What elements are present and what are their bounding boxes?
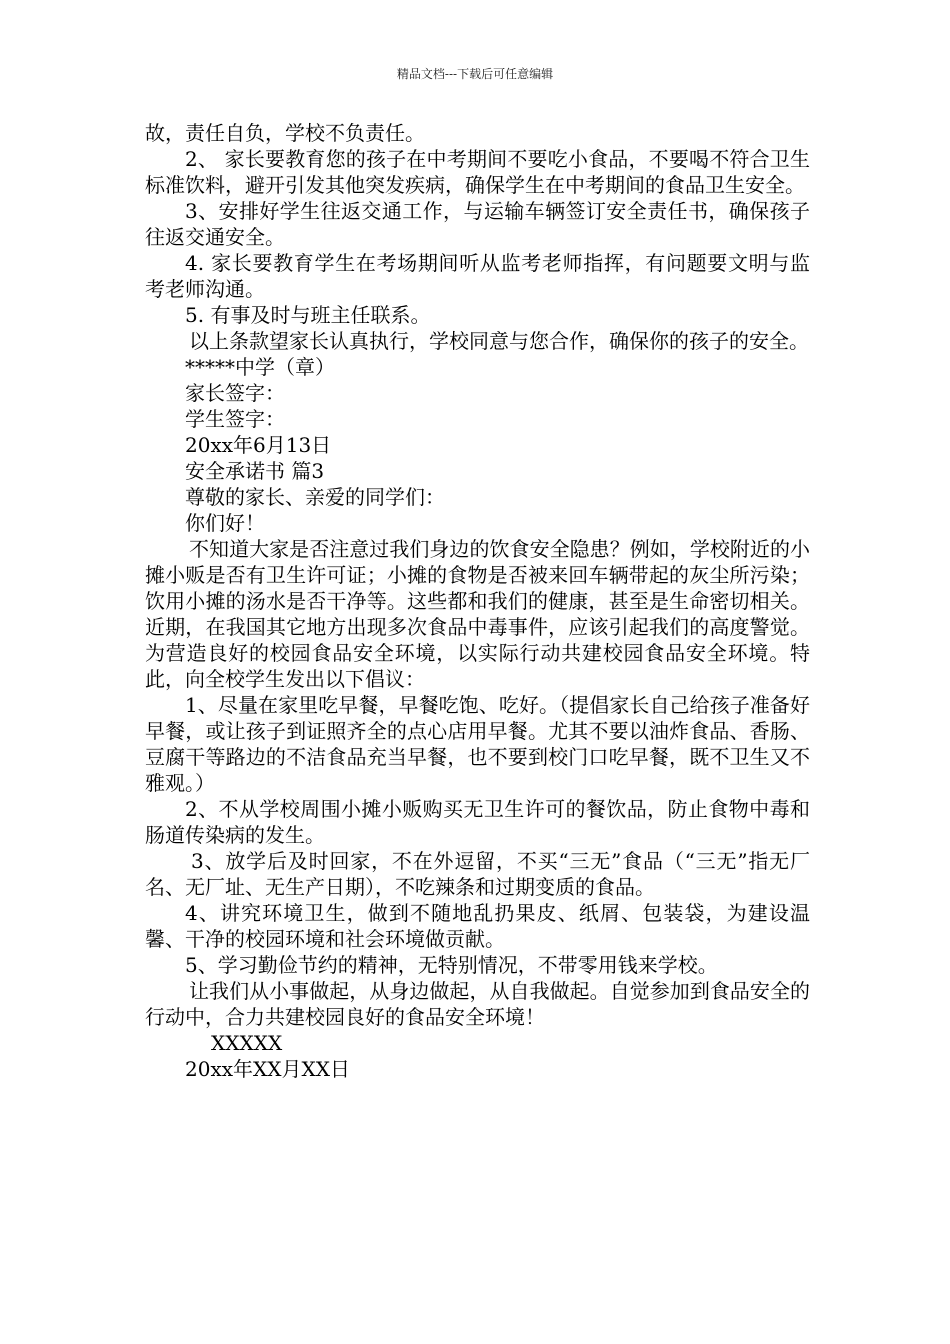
- greeting: 你们好！: [185, 511, 265, 535]
- paragraph: 不知道大家是否注意过我们身边的饮食安全隐患？例如，学校附近的小摊小贩是否有卫生许可证；小摊的食物是否被来回车辆带起的灰尘所污染；饮用小摊的汤水是否干净等。这些都和我们的健康，甚至是生命密切相关。近期，在我国其它地方出现多次食品中毒事件，应该引起我们的高度警觉。为营造良好的校园食品安全环境，以实际行动共建校园食品安全环境。特此，向全校学生发出以下倡议：: [145, 537, 810, 691]
- paragraph: 2、不从学校周围小摊小贩购买无卫生许可的餐饮品，防止食物中毒和肠道传染病的发生。: [145, 797, 810, 847]
- paragraph: 4. 家长要教育学生在考场期间听从监考老师指挥，有问题要文明与监考老师沟通。: [145, 251, 810, 301]
- date-line: 20xx年6月13日: [185, 433, 332, 457]
- section-title: 安全承诺书 篇3: [185, 459, 325, 483]
- paragraph: 3、放学后及时回家，不在外逗留，不买“三无”食品（“三无”指无厂名、无厂址、无生产日期），不吃辣条和过期变质的食品。: [145, 849, 810, 899]
- paragraph: 让我们从小事做起，从身边做起，从自我做起。自觉参加到食品安全的行动中，合力共建校园良好的食品安全环境！: [145, 979, 810, 1029]
- signer-line: XXXXX: [211, 1031, 283, 1055]
- paragraph: 5. 有事及时与班主任联系。: [185, 303, 431, 327]
- paragraph: 故，责任自负，学校不负责任。: [145, 121, 425, 145]
- paragraph: 3、安排好学生往返交通工作，与运输车辆签订安全责任书，确保孩子往返交通安全。: [145, 199, 810, 249]
- paragraph: 5、学习勤俭节约的精神，无特别情况，不带零用钱来学校。: [185, 953, 718, 977]
- paragraph: 4、讲究环境卫生，做到不随地乱扔果皮、纸屑、包装袋，为建设温馨、干净的校园环境和社会环境做贡献。: [145, 901, 810, 951]
- paragraph: 1、尽量在家里吃早餐，早餐吃饱、吃好。（提倡家长自己给孩子准备好早餐，或让孩子到证照齐全的点心店用早餐。尤其不要以油炸食品、香肠、豆腐干等路边的不洁食品充当早餐，也不要到校门口吃早餐，既不卫生又不雅观。）: [145, 693, 810, 795]
- school-seal-line: *****中学（章）: [185, 355, 335, 379]
- student-signature-line: 学生签字：: [185, 407, 285, 431]
- paragraph: 2、 家长要教育您的孩子在中考期间不要吃小食品，不要喝不符合卫生标准饮料，避开引发其他突发疾病，确保学生在中考期间的食品卫生安全。: [145, 147, 810, 197]
- paragraph: 以上条款望家长认真执行，学校同意与您合作，确保你的孩子的安全。: [189, 329, 809, 353]
- salutation: 尊敬的家长、亲爱的同学们：: [185, 485, 445, 509]
- parent-signature-line: 家长签字：: [185, 381, 285, 405]
- date-line: 20xx年XX月XX日: [185, 1057, 350, 1081]
- page-header: 精品文档---下载后可任意编辑: [396, 67, 554, 81]
- document-body: [145, 120, 810, 1082]
